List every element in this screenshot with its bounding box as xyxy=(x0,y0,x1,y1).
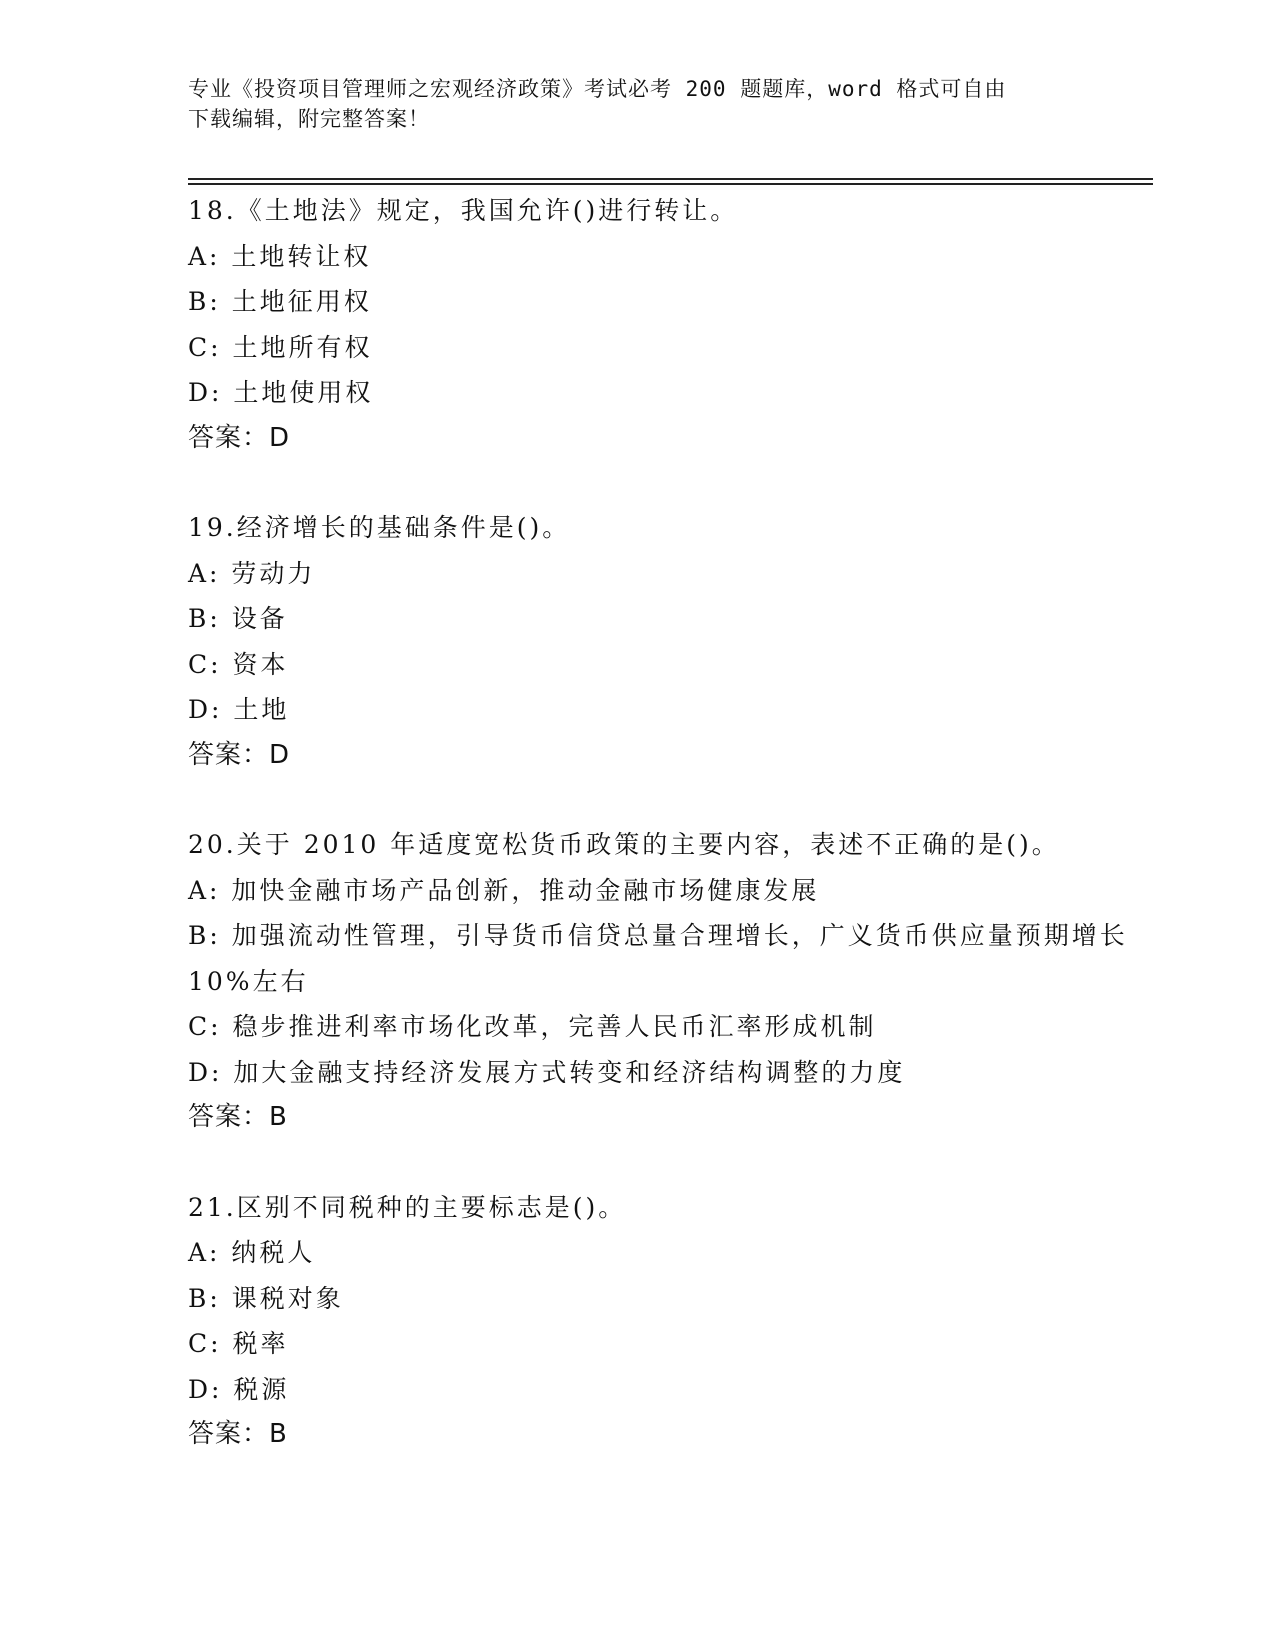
option-c: C: 税率 xyxy=(188,1329,289,1358)
document-header xyxy=(188,74,1068,134)
answer-label: 答案：D xyxy=(188,422,291,453)
answer-label: 答案：D xyxy=(188,739,291,770)
question-18 xyxy=(188,188,1128,461)
question-stem: 20.关于 2010 年适度宽松货币政策的主要内容，表述不正确的是()。 xyxy=(188,830,1060,859)
option-a: A: 土地转让权 xyxy=(188,241,372,271)
question-21 xyxy=(188,1185,1128,1458)
option-a: A: 纳税人 xyxy=(188,1238,316,1267)
option-d: D: 税源 xyxy=(188,1374,290,1404)
option-b: B: 设备 xyxy=(188,604,288,633)
option-d: D: 土地使用权 xyxy=(188,378,374,407)
answer-label: 答案：B xyxy=(188,1419,288,1449)
option-c: C: 稳步推进利率市场化改革，完善人民币汇率形成机制 xyxy=(188,1012,877,1041)
option-a: A: 加快金融市场产品创新，推动金融市场健康发展 xyxy=(188,875,820,905)
header-line-2: 下载编辑，附完整答案！ xyxy=(188,107,430,131)
option-c: C: 土地所有权 xyxy=(188,332,373,362)
question-19 xyxy=(188,505,1128,778)
question-list xyxy=(188,188,1128,1502)
option-a: A: 劳动力 xyxy=(188,558,316,588)
header-divider-bottom xyxy=(188,183,1153,185)
option-b: B: 土地征用权 xyxy=(188,287,372,316)
option-c: C: 资本 xyxy=(188,649,289,679)
answer-label: 答案：B xyxy=(188,1102,288,1132)
option-b: B: 课税对象 xyxy=(188,1283,344,1313)
question-stem: 19.经济增长的基础条件是()。 xyxy=(188,513,571,542)
option-d: D: 土地 xyxy=(188,695,290,724)
header-line-1: 专业《投资项目管理师之宏观经济政策》考试必考 200 题题库，word 格式可自由 xyxy=(188,77,1007,101)
option-b: B: 加强流动性管理，引导货币信贷总量合理增长，广义货币供应量预期增长 10%左右 xyxy=(188,921,1128,996)
header-divider-top xyxy=(188,178,1153,180)
question-stem: 21.区别不同税种的主要标志是()。 xyxy=(188,1192,627,1222)
question-20 xyxy=(188,822,1128,1141)
option-d: D: 加大金融支持经济发展方式转变和经济结构调整的力度 xyxy=(188,1057,906,1087)
question-stem: 18.《土地法》规定，我国允许()进行转让。 xyxy=(188,196,739,225)
